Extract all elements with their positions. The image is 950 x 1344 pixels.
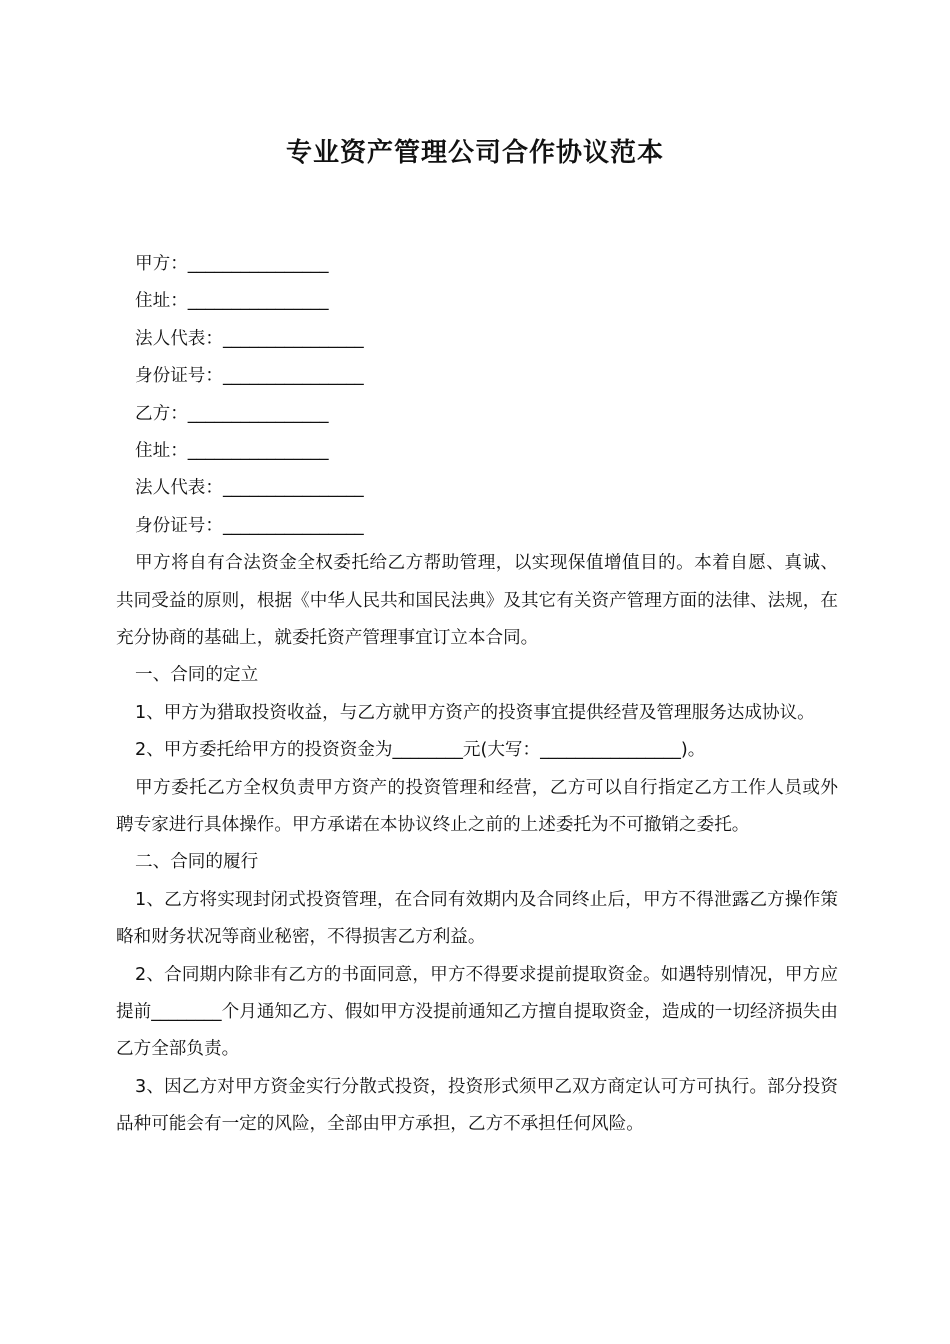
- clause-paragraph: 1、乙方将实现封闭式投资管理，在合同有效期内及合同终止后，甲方不得泄露乙方操作策略和财务状况等商业秘密，不得损害乙方利益。: [116, 889, 838, 948]
- section-heading: 一、合同的定立: [135, 665, 259, 686]
- document-body: [116, 246, 838, 1144]
- clause-paragraph: 甲方委托乙方全权负责甲方资产的投资管理和经营，乙方可以自行指定乙方工作人员或外聘专家进行具体操作。甲方承诺在本协议终止之前的上述委托为不可撤销之委托。: [116, 777, 838, 835]
- party-b-field: 乙方：________________: [135, 403, 329, 424]
- party-b-legal-rep-field: 法人代表：________________: [135, 478, 364, 499]
- section-heading: 二、合同的履行: [135, 852, 259, 873]
- party-a-legal-rep-field: 法人代表：________________: [135, 328, 364, 349]
- party-a-id-number-field: 身份证号：________________: [135, 366, 364, 387]
- clause-paragraph: 1、甲方为猎取投资收益，与乙方就甲方资产的投资事宜提供经营及管理服务达成协议。: [135, 702, 815, 723]
- party-b-id-number-field: 身份证号：________________: [135, 515, 364, 536]
- party-a-field: 甲方：________________: [135, 254, 329, 274]
- clause-paragraph: 2、甲方委托给甲方的投资资金为________元(大写：________________)。: [135, 740, 706, 761]
- preamble-paragraph: 甲方将自有合法资金全权委托给乙方帮助管理，以实现保值增值目的。本着自愿、真诚、共同受益的原则，根据《中华人民共和国民法典》及其它有关资产管理方面的法律、法规，在充分协商的基础上，就委托资产管理事宜订立本合同。: [116, 553, 838, 648]
- document-title: 专业资产管理公司合作协议范本: [285, 138, 664, 168]
- party-b-address-field: 住址：________________: [135, 440, 329, 461]
- party-a-address-field: 住址：________________: [135, 291, 329, 312]
- clause-paragraph: 2、合同期内除非有乙方的书面同意，甲方不得要求提前提取资金。如遇特别情况，甲方应提前________个月通知乙方、假如甲方没提前通知乙方擅自提取资金，造成的一切经济损失由乙方全部负责。: [116, 964, 838, 1060]
- clause-paragraph: 3、因乙方对甲方资金实行分散式投资，投资形式须甲乙双方商定认可方可执行。部分投资品种可能会有一定的风险，全部由甲方承担，乙方不承担任何风险。: [116, 1076, 838, 1135]
